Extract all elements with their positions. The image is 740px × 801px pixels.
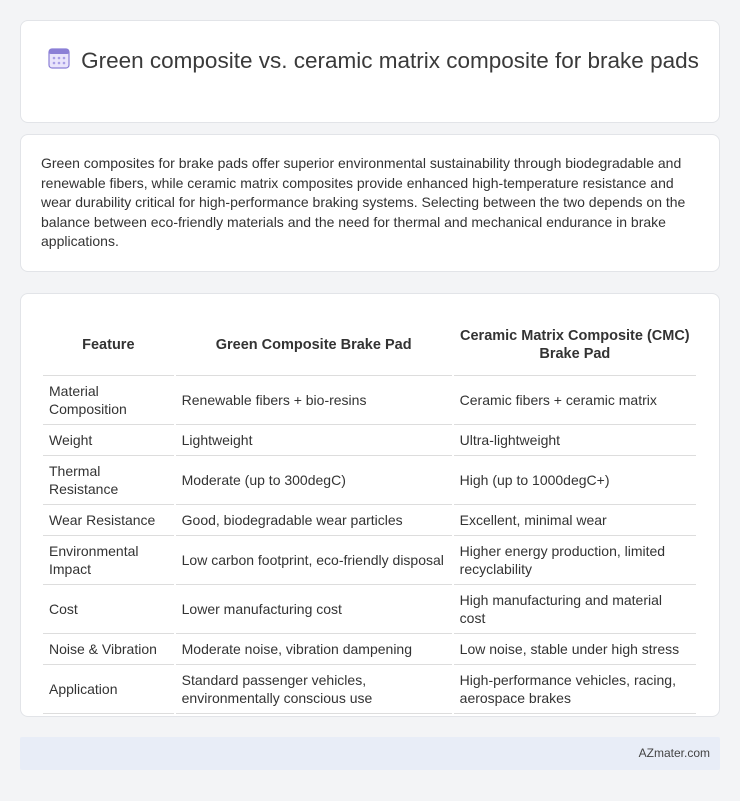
table-row [43,585,696,634]
table-row [43,505,696,536]
feature-cell: Application [43,665,174,714]
green-cell: Standard passenger vehicles, environmentally conscious use [176,665,452,714]
table-row [43,456,696,505]
green-cell: Renewable fibers + bio-resins [176,376,452,425]
cmc-cell: Ceramic fibers + ceramic matrix [454,376,696,425]
footer-brand-link[interactable]: AZmater.com [638,746,710,760]
feature-cell: Material Composition [43,376,174,425]
feature-cell: Weight [43,425,174,456]
table-header-row [43,314,696,376]
cmc-cell: High manufacturing and material cost [454,585,696,634]
table-row [43,536,696,585]
table-row [43,634,696,665]
green-cell: Good, biodegradable wear particles [176,505,452,536]
cmc-cell: High-performance vehicles, racing, aerospace brakes [454,665,696,714]
cmc-cell: Excellent, minimal wear [454,505,696,536]
column-header-feature: Feature [43,314,174,376]
cmc-cell: Higher energy production, limited recyclability [454,536,696,585]
green-cell: Moderate (up to 300degC) [176,456,452,505]
summary-text: Green composites for brake pads offer superior environmental sustainability through biodegradable and renewable fibers, while ceramic matrix composites provide enhanced high-temperature resistance and wear durability critical for high-performance braking systems. Selecting between the two depends on the balance between eco-friendly materials and the need for thermal and mechanical endurance in brake applications. [41,155,686,250]
cmc-cell: Low noise, stable under high stress [454,634,696,665]
column-header-cmc: Ceramic Matrix Composite (CMC) Brake Pad [454,314,696,376]
page-title: Green composite vs. ceramic matrix composite for brake pads [81,48,699,73]
comparison-table [41,314,698,714]
green-cell: Lower manufacturing cost [176,585,452,634]
comparison-table-card [20,293,720,717]
column-header-green: Green Composite Brake Pad [176,314,452,376]
calendar-icon [47,46,71,70]
green-cell: Lightweight [176,425,452,456]
feature-cell: Thermal Resistance [43,456,174,505]
cmc-cell: Ultra-lightweight [454,425,696,456]
title-card [20,20,720,123]
summary-card [20,134,720,272]
table-row [43,376,696,425]
green-cell: Low carbon footprint, eco-friendly disposal [176,536,452,585]
cmc-cell: High (up to 1000degC+) [454,456,696,505]
feature-cell: Environmental Impact [43,536,174,585]
table-row [43,665,696,714]
green-cell: Moderate noise, vibration dampening [176,634,452,665]
footer [20,737,720,770]
feature-cell: Cost [43,585,174,634]
feature-cell: Wear Resistance [43,505,174,536]
feature-cell: Noise & Vibration [43,634,174,665]
table-row [43,425,696,456]
